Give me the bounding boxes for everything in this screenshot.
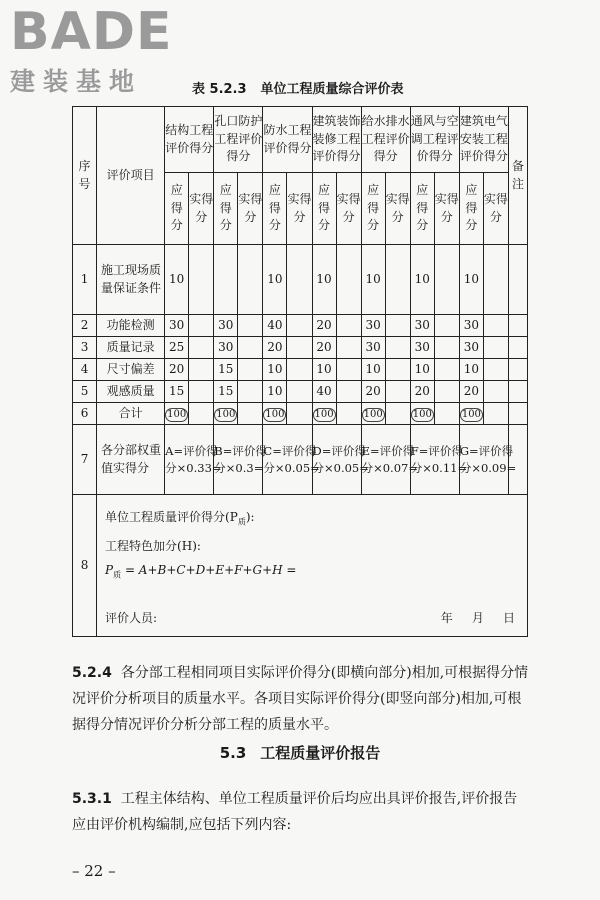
signature-line — [105, 606, 519, 630]
cell-actual — [189, 381, 214, 403]
table-title — [192, 78, 418, 97]
header-group: 建筑电气安装工程评价得分 — [459, 107, 508, 173]
row-number: 4 — [73, 359, 97, 381]
cell-actual — [336, 381, 361, 403]
cell-should: 10 — [263, 381, 287, 403]
cell-should: 20 — [410, 381, 434, 403]
cell-remark — [508, 337, 527, 359]
header-group: 通风与空调工程评价得分 — [410, 107, 459, 173]
feature-line: 工程特色加分(H): — [105, 539, 201, 554]
row-item: 尺寸偏差 — [97, 359, 165, 381]
total-value: 100 — [461, 408, 481, 420]
cell-actual — [434, 381, 459, 403]
evaluation-table — [72, 106, 528, 637]
header-item: 评价项目 — [97, 107, 165, 245]
cell-actual — [189, 359, 214, 381]
weight-cell: B=评价得 分×0.3= — [214, 425, 263, 495]
cell-actual — [385, 403, 410, 425]
total-value: 100 — [314, 408, 334, 420]
table-name: 单位工程质量综合评价表 — [260, 82, 404, 97]
page-number: – 22 – — [72, 862, 116, 880]
cell-should: 10 — [410, 359, 434, 381]
header-group: 建筑装饰装修工程评价得分 — [312, 107, 361, 173]
cell-actual — [434, 245, 459, 315]
cell-actual — [336, 403, 361, 425]
header-should: 应得分 — [312, 173, 336, 245]
cell-remark — [508, 315, 527, 337]
cell-should: 20 — [459, 381, 483, 403]
cell-actual — [434, 337, 459, 359]
cell-actual — [189, 337, 214, 359]
cell-actual — [287, 245, 312, 315]
cell-actual — [287, 381, 312, 403]
cell-should: 20 — [361, 381, 385, 403]
header-group: 给水排水工程评价得分 — [361, 107, 410, 173]
cell-actual — [287, 337, 312, 359]
cell-should: 30 — [165, 315, 189, 337]
total-value: 100 — [216, 408, 236, 420]
row-number: 5 — [73, 381, 97, 403]
cell-remark — [508, 425, 527, 495]
weight-cell: D=评价得 分×0.05= — [312, 425, 361, 495]
cell-actual — [483, 359, 508, 381]
cell-should: 30 — [361, 337, 385, 359]
header-should: 应得分 — [263, 173, 287, 245]
row-number: 8 — [73, 495, 97, 637]
cell-should: 30 — [459, 337, 483, 359]
cell-actual — [385, 359, 410, 381]
cell-should: 15 — [214, 359, 238, 381]
cell-actual — [287, 403, 312, 425]
header-actual: 实得分 — [483, 173, 508, 245]
section-heading — [0, 742, 600, 763]
cell-should: 40 — [312, 381, 336, 403]
cell-actual — [238, 381, 263, 403]
evaluator-label: 评价人员: — [105, 610, 158, 625]
cell-actual — [336, 337, 361, 359]
row-number: 1 — [73, 245, 97, 315]
cell-should: 10 — [361, 245, 385, 315]
cell-actual — [434, 315, 459, 337]
cell-should: 30 — [410, 315, 434, 337]
cell-actual — [238, 337, 263, 359]
cell-should — [312, 403, 336, 425]
cell-should: 10 — [263, 359, 287, 381]
row-item: 施工现场质量保证条件 — [97, 245, 165, 315]
cell-remark — [508, 381, 527, 403]
logo-brand: BADE — [10, 2, 173, 62]
cell-should — [165, 403, 189, 425]
cell-actual — [385, 315, 410, 337]
cell-actual — [238, 315, 263, 337]
cell-actual — [483, 337, 508, 359]
weight-cell: E=评价得 分×0.07= — [361, 425, 410, 495]
cell-actual — [483, 403, 508, 425]
cell-should: 25 — [165, 337, 189, 359]
cell-should — [410, 403, 434, 425]
cell-actual — [385, 381, 410, 403]
cell-should: 10 — [165, 245, 189, 315]
cell-should: 10 — [459, 359, 483, 381]
cell-should: 10 — [361, 359, 385, 381]
cell-should: 30 — [459, 315, 483, 337]
cell-actual — [434, 403, 459, 425]
cell-should — [361, 403, 385, 425]
cell-should: 10 — [263, 245, 287, 315]
formula-line: $P_质 = A+B+C+D+E+F+G+H$ = — [105, 563, 297, 580]
header-actual: 实得分 — [385, 173, 410, 245]
logo-subtitle: 建装基地 — [10, 67, 143, 96]
cell-should — [214, 245, 238, 315]
cell-actual — [434, 359, 459, 381]
cell-actual — [336, 359, 361, 381]
cell-should: 10 — [312, 359, 336, 381]
clause-number: 5.3.1 — [72, 791, 112, 807]
cell-should: 20 — [263, 337, 287, 359]
cell-should: 20 — [312, 337, 336, 359]
cell-actual — [385, 245, 410, 315]
cell-should: 40 — [263, 315, 287, 337]
row-number: 3 — [73, 337, 97, 359]
header-actual: 实得分 — [434, 173, 459, 245]
row-number: 7 — [73, 425, 97, 495]
clause-text: 工程主体结构、单位工程质量评价后均应出具评价报告,评价报告应由评价机构编制,应包括下列内容: — [72, 791, 518, 833]
cell-should: 30 — [361, 315, 385, 337]
total-value: 100 — [363, 408, 383, 420]
cell-actual — [483, 315, 508, 337]
cell-should: 15 — [214, 381, 238, 403]
logo — [10, 2, 180, 98]
cell-actual — [189, 315, 214, 337]
header-group: 孔口防护工程评价得分 — [214, 107, 263, 173]
row-item: 观感质量 — [97, 381, 165, 403]
header-remark: 备注 — [508, 107, 527, 245]
header-actual: 实得分 — [287, 173, 312, 245]
row-number: 2 — [73, 315, 97, 337]
cell-should: 10 — [312, 245, 336, 315]
cell-should — [214, 403, 238, 425]
header-actual: 实得分 — [189, 173, 214, 245]
paragraph-5-3-1 — [72, 786, 530, 838]
header-should: 应得分 — [410, 173, 434, 245]
cell-should — [459, 403, 483, 425]
weight-cell: C=评价得 分×0.05= — [263, 425, 312, 495]
cell-actual — [189, 245, 214, 315]
header-group: 结构工程评价得分 — [165, 107, 214, 173]
row-item: 质量记录 — [97, 337, 165, 359]
cell-should: 10 — [410, 245, 434, 315]
section-title: 工程质量评价报告 — [260, 744, 381, 762]
cell-should — [263, 403, 287, 425]
clause-text: 各分部工程相同项目实际评价得分(即横向部分)相加,可根据得分情况评价分析项目的质量水平。各项目实际评价得分(即竖向部分)相加,可根据得分情况评价分析分部工程的质量水平。 — [72, 665, 529, 733]
header-actual: 实得分 — [238, 173, 263, 245]
clause-number: 5.2.4 — [72, 665, 112, 681]
header-should: 应得分 — [459, 173, 483, 245]
summary-box — [97, 495, 528, 637]
table-label: 表 5.2.3 — [192, 82, 247, 97]
header-should: 应得分 — [361, 173, 385, 245]
cell-should: 30 — [214, 337, 238, 359]
total-value: 100 — [167, 408, 187, 420]
row-item: 合计 — [97, 403, 165, 425]
cell-should: 20 — [165, 359, 189, 381]
header-group: 防水工程评价得分 — [263, 107, 312, 173]
cell-actual — [287, 359, 312, 381]
header-should: 应得分 — [214, 173, 238, 245]
weight-cell: A=评价得 分×0.33= — [165, 425, 214, 495]
weight-cell: G=评价得 分×0.09= — [459, 425, 508, 495]
section-number: 5.3 — [219, 744, 247, 762]
cell-actual — [238, 359, 263, 381]
cell-should: 30 — [214, 315, 238, 337]
header-seq: 序号 — [73, 107, 97, 245]
cell-actual — [189, 403, 214, 425]
cell-should: 30 — [410, 337, 434, 359]
cell-actual — [385, 337, 410, 359]
header-actual: 实得分 — [336, 173, 361, 245]
cell-actual — [483, 245, 508, 315]
row-item: 功能检测 — [97, 315, 165, 337]
cell-remark — [508, 403, 527, 425]
total-value: 100 — [265, 408, 285, 420]
cell-actual — [238, 403, 263, 425]
cell-should: 10 — [459, 245, 483, 315]
row-number: 6 — [73, 403, 97, 425]
score-line: 单位工程质量评价得分$(P_质)$: — [105, 510, 255, 527]
cell-actual — [336, 315, 361, 337]
paragraph-5-2-4 — [72, 660, 530, 738]
cell-actual — [238, 245, 263, 315]
cell-remark — [508, 359, 527, 381]
date-fields: 年 月 日 — [440, 610, 515, 625]
weight-cell: F=评价得 分×0.11= — [410, 425, 459, 495]
header-should: 应得分 — [165, 173, 189, 245]
total-value: 100 — [412, 408, 432, 420]
cell-should: 20 — [312, 315, 336, 337]
cell-actual — [287, 315, 312, 337]
cell-remark — [508, 245, 527, 315]
cell-should: 15 — [165, 381, 189, 403]
row-item: 各分部权重值实得分 — [97, 425, 165, 495]
cell-actual — [336, 245, 361, 315]
cell-actual — [483, 381, 508, 403]
